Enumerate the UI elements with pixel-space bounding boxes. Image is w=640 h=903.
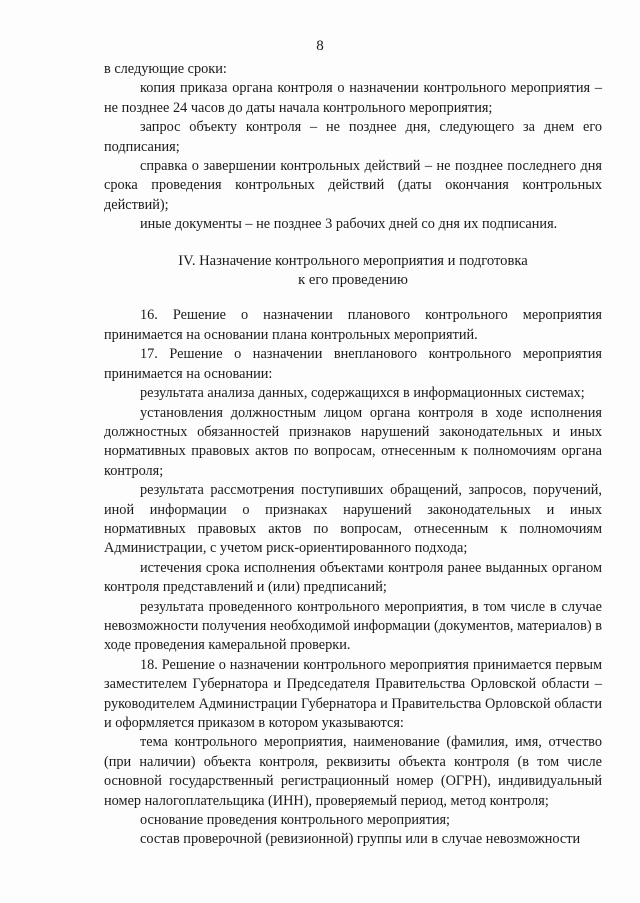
page-number: 8 <box>316 38 324 54</box>
section-heading-line-1: IV. Назначение контрольного мероприятия и подготовка <box>178 252 528 269</box>
paragraph: справка о завершении контрольных действий – не позднее последнего дня срока проведения контрольных действий (даты окончания контрольных действий); <box>104 158 602 213</box>
paragraph: 18. Решение о назначении контрольного мероприятия принимается первым заместителем Губернатора и Председателя Правительства Орловской области – руководителем Администрации Губернатора и Правительства Орловской области и оформляется приказом в котором указываются: <box>104 656 602 731</box>
paragraph: установления должностным лицом органа контроля в ходе исполнения должностных обязанностей признаков нарушений законодательных и иных нормативных правовых актов по вопросам, отнесенным к полномочиям органа контроля; <box>104 404 602 479</box>
section-heading <box>104 252 602 291</box>
paragraph: результата рассмотрения поступивших обращений, запросов, поручений, иной информации о признаках нарушений законодательных и иных нормативных правовых актов по вопросам, отнесенным к полномочиям Администрации, с учетом риск-ориентированного подхода; <box>104 482 602 557</box>
paragraph: копия приказа органа контроля о назначении контрольного мероприятия – не позднее 24 часов до даты начала контрольного мероприятия; <box>104 80 602 116</box>
section-heading-line-2: к его проведению <box>298 272 408 289</box>
paragraph: состав проверочной (ревизионной) группы или в случае невозможности <box>140 831 581 848</box>
paragraph: истечения срока исполнения объектами контроля ранее выданных органом контроля представлений и (или) предписаний; <box>104 559 602 596</box>
paragraph: 17. Решение о назначении внепланового контрольного мероприятия принимается на основании: <box>104 346 602 382</box>
paragraph: запрос объекту контроля – не позднее дня, следующего за днем его подписания; <box>104 119 602 155</box>
paragraph: тема контрольного мероприятия, наименование (фамилия, имя, отчество (при наличии) объекта контроля, реквизиты объекта контроля (в том числе основной государственный регистрационный номер (ОГРН), индивидуальный номер налогоплательщика (ИНН), проверяемый период, метод контроля; <box>104 734 602 809</box>
paragraph: результата проведенного контрольного мероприятия, в том числе в случае невозможности получения необходимой информации (документов, материалов) в ходе проведения камеральной проверки. <box>104 598 602 654</box>
paragraph: в следующие сроки: <box>104 61 227 77</box>
paragraph: основание проведения контрольного мероприятия; <box>140 812 451 829</box>
paragraph: иные документы – не позднее 3 рабочих дней со дня их подписания. <box>140 216 558 233</box>
section-body <box>104 306 602 849</box>
paragraph: результата анализа данных, содержащихся в информационных системах; <box>140 385 585 402</box>
document-body <box>104 60 602 850</box>
deadlines-list <box>104 60 602 235</box>
paragraph: 16. Решение о назначении планового контрольного мероприятия принимается на основании плана контрольных мероприятий. <box>104 307 602 343</box>
